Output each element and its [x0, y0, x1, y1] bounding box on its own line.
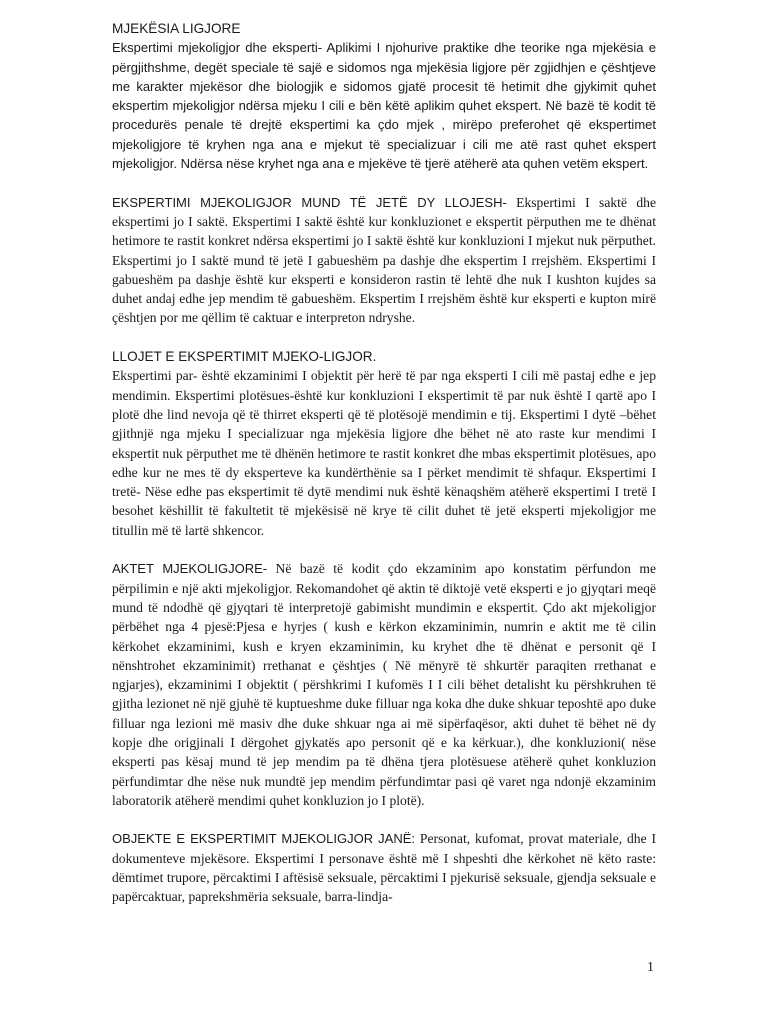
section-body: Ekspertimi par- është ekzaminimi I objektit për herë të par nga eksperti I cili më pastaj edhe e jep mendimin. Ekspertimi plotësues-është kur konkluzioni I ekspertimit të par nuk është I qartë apo I plotë dhe lind nevoja që të thirret eksperti që të plotësojë mendimin e tij. Ekspertimi I dytë –bëhet gjithnjë nga mjeku I specializuar nga mjekësia ligjore dhe bëhet në ato raste kur mendimi I ekspertit nuk përputhet me të dhënën hetimore te rastit konkret dhe mbas ekspertimit plotësues, apo edhe kur ne mes të dy eksperteve ka kundërthënie sa I përket mendimit të shfaqur. Ekspertimi I tretë- Nëse edhe pas ekspertimit të dytë mendimi nuk është kënaqshëm atëherë ekspertimi I tretë I besohet këshillit të fakultetit të mjekësisë në krye të cilit duhet të jetë eksperti mjekoligjor me titullin më të lartë shkencor. — [112, 368, 656, 538]
page-number: 1 — [647, 960, 654, 975]
section-4 — [112, 559, 656, 810]
section-title: LLOJET E EKSPERTIMIT MJEKO-LIGJOR. — [112, 349, 377, 365]
section-body: Në bazë të kodit çdo ekzaminim apo konstatim përfundon me përpilimin e një akti mjekoligjor. Rekomandohet që aktin të diktojë vetë eksperti e jo gjyqtari meqë mund të ndodhë që gjyqtari të interpretojë gabimisht mundimin e ekspertit. Çdo akt mjekoligjor përbëhet nga 4 pjesë:Pjesa e hyrjes ( kush e kërkon ekzaminimin, numrin e aktit me të cilin kërkohet ekzaminimi, kush e kryen ekzaminimin, ku kryhet dhe të dhënat e personit që I nënshtrohet ekzaminimit) rrethanat e çështjes ( Në mënyrë të shkurtër paraqiten rrethanat e ngjarjes), ekzaminimi I objektit ( përshkrimi I kufomës I I cili bëhet detalisht ku përshkruhen të gjitha lezionet në një gjuhë të kuptueshme duke filluar nga koka dhe duke shkuar teposhtë apo duke filluar nga lezioni më masiv dhe duke shkuar nga ai më sipërfaqësor, akti duhet të bëhet në dy kopje dhe origjinali I dërgohet gjykatës apo personit që e ka kërkuar.), dhe konkluzioni( nëse eksperti pas kësaj mund të jep mendim pa të dhëna tjera plotësuese atëherë quhet konkluzion përfundimtar dhe nëse nuk mundtë jep mendim përfundimtar pasi që varet nga ndonjë ekzaminim laboratorik atëherë mendimi quhet konkluzion jo I plotë). — [112, 561, 656, 808]
section-heading: OBJEKTE E EKSPERTIMIT MJEKOLIGJOR JANË: — [112, 831, 416, 847]
section-title: MJEKËSIA LIGJORE — [112, 21, 241, 36]
section-2 — [112, 193, 656, 328]
section-3 — [112, 347, 656, 540]
section-heading: AKTET MJEKOLIGJORE- — [112, 561, 268, 577]
section-5 — [112, 829, 656, 906]
section-body: Ekspertimi I saktë dhe ekspertimi jo I saktë. Ekspertimi I saktë është kur konkluzionet e ekspertit përputhen me te dhënat hetimore te rastit konkret ndërsa ekspertimi jo I saktë është kur konkluzioni I mjekut nuk përputhet. Ekspertimi jo I saktë mund të jetë I gabueshëm pa dashje dhe ekspertim I rrejshëm. Ekspertimi I gabueshëm pa dashje është kur eksperti e konsideron rastin të lehtë dhe nuk I kushton kujdes sa duhet andaj edhe jep mendim të gabueshëm. Ekspertim I rrejshëm është kur eksperti e kupton mirë çështjen por me qëllim të caktuar e interpreton ndryshe. — [112, 194, 656, 326]
document-page — [112, 19, 656, 926]
section-1 — [112, 19, 656, 173]
section-heading: EKSPERTIMI MJEKOLIGJOR MUND TË JETË DY LLOJESH- — [112, 194, 507, 210]
section-body: Ekspertimi mjekoligjor dhe eksperti- Aplikimi I njohurive praktike dhe teorike nga mjekësia e përgjithshme, degët speciale të sajë e sidomos nga mjekësia ligjore për zgjidhjen e çështjeve me karakter mjekësor dhe biologjik e sidomos gjatë procesit të hetimit dhe gjykimit quhet ekspertim mjekoligjor ndërsa mjeku I cili e bën këtë aplikim quhet ekspert. Në bazë të kodit të procedurës penale të drejtë ekspertimi ka çdo mjek , mirëpo preferohet që ekspertimet mjekoligjore të kryhen nga ana e mjekut të specializuar i cili me atë rast quhet ekspert mjekoligjor. Ndërsa nëse kryhet nga ana e mjekëve të tjerë atëherë ata quhen vetëm ekspert. — [112, 40, 656, 172]
section-body: Personat, kufomat, provat materiale, dhe I dokumenteve mjekësore. Ekspertimi I personave është më I shpeshti dhe kërkohet në këto raste: dëmtimet trupore, përcaktimi I aftësisë seksuale, përcaktimi I pjekurisë seksuale, gjendja seksuale e papërcaktuar, paprekshmëria seksuale, barra-lindja- — [112, 831, 657, 905]
